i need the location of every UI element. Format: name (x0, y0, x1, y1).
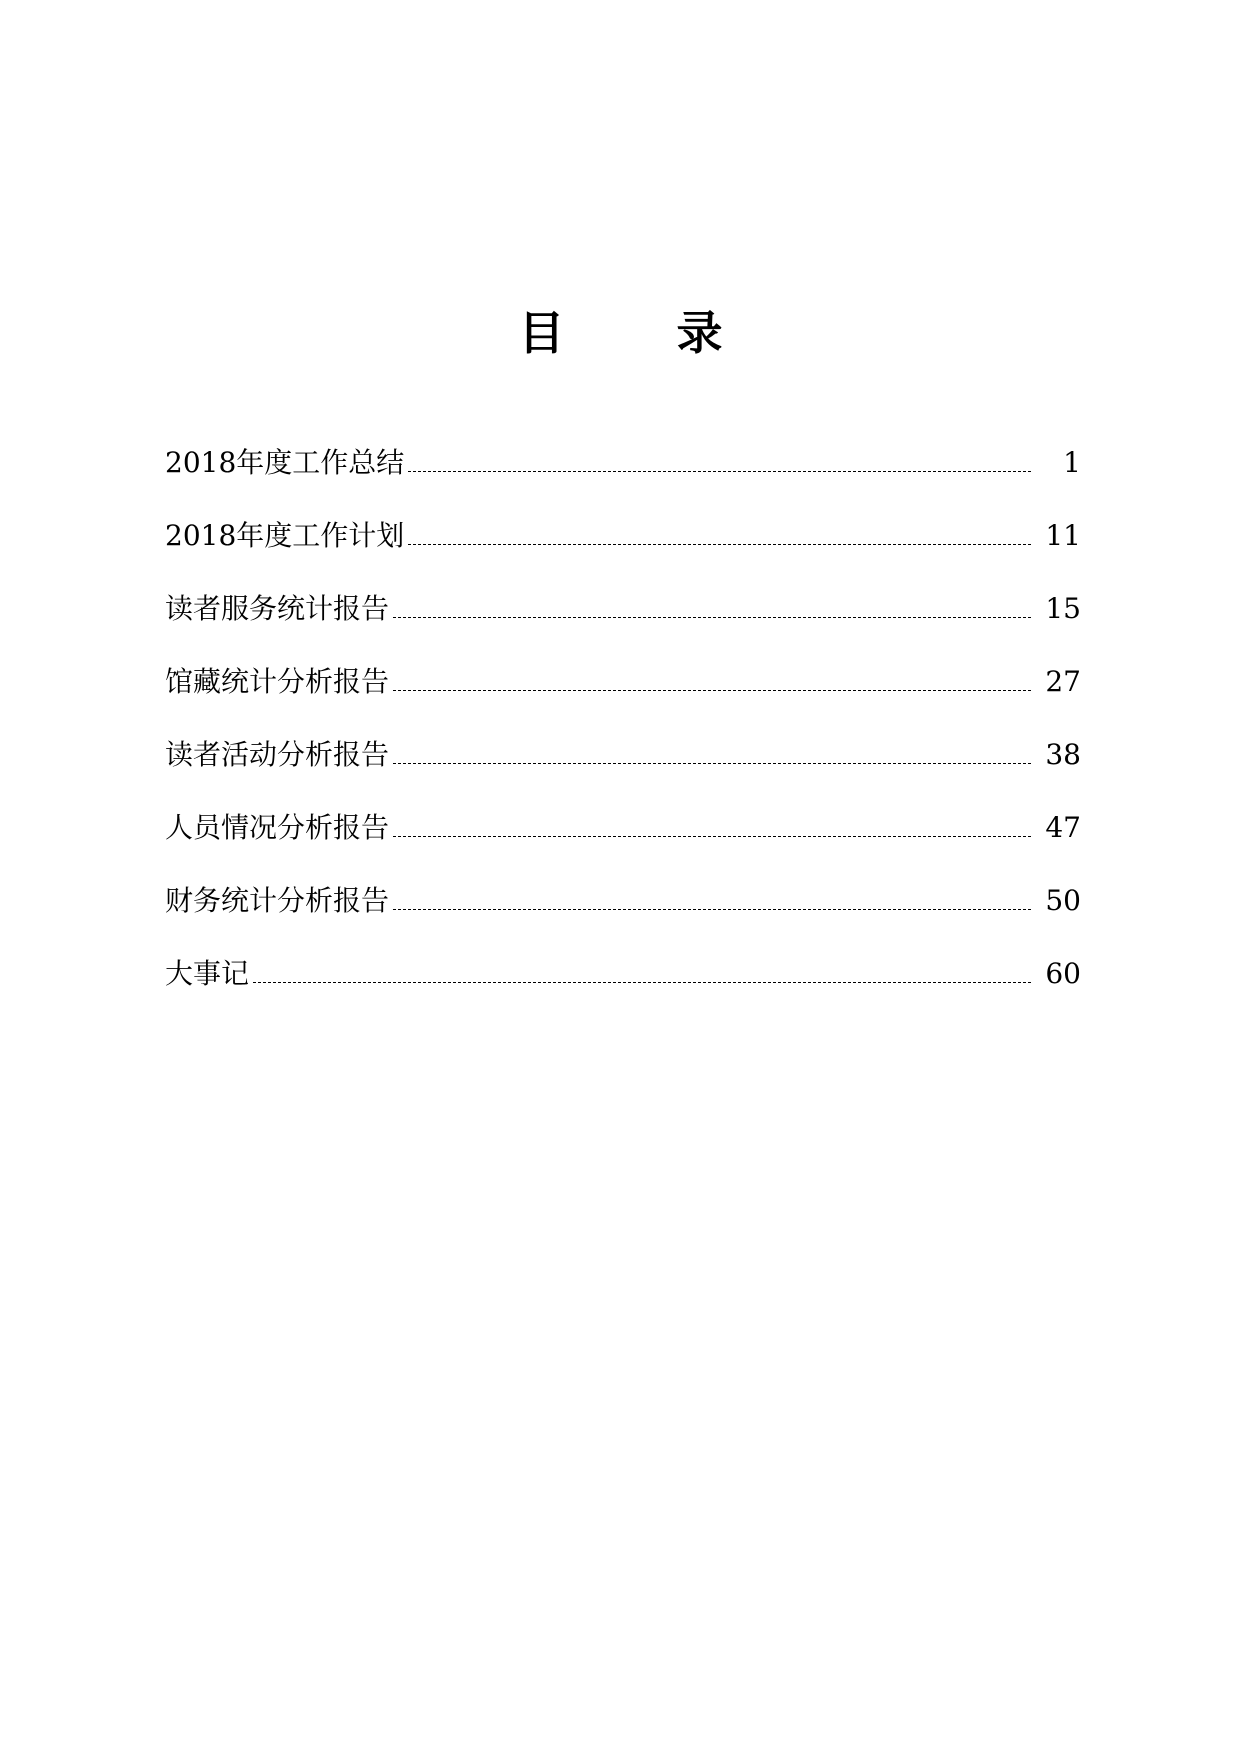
toc-leader-line (393, 617, 1031, 618)
toc-leader-line (253, 982, 1031, 983)
toc-leader-line (393, 763, 1031, 764)
toc-entry-text: 馆藏统计分析报告 (165, 665, 390, 698)
toc-entry-text: 2018年度工作总结 (165, 446, 405, 479)
toc-leader-line (393, 909, 1031, 910)
toc-entry[interactable] (165, 589, 1081, 629)
toc-entry-text: 人员情况分析报告 (165, 811, 390, 844)
toc-entry[interactable] (165, 516, 1081, 556)
toc-entry-text: 财务统计分析报告 (165, 884, 390, 917)
toc-page-number: 27 (1045, 665, 1081, 698)
toc-leader-line (408, 471, 1031, 472)
toc-entry[interactable] (165, 443, 1081, 483)
table-of-contents (165, 443, 1081, 1027)
toc-entry-text: 大事记 (165, 957, 250, 990)
toc-page-number: 38 (1045, 738, 1081, 771)
page-title: 目 录 (518, 305, 771, 360)
toc-entry-text: 读者服务统计报告 (165, 592, 390, 625)
toc-page-number: 1 (1063, 446, 1081, 479)
toc-entry[interactable] (165, 662, 1081, 702)
toc-entry[interactable] (165, 735, 1081, 775)
toc-entry[interactable] (165, 954, 1081, 994)
toc-entry[interactable] (165, 881, 1081, 921)
toc-page-number: 15 (1045, 592, 1081, 625)
toc-page-number: 50 (1045, 884, 1081, 917)
toc-leader-line (408, 544, 1031, 545)
toc-leader-line (393, 836, 1031, 837)
toc-page-number: 47 (1045, 811, 1081, 844)
toc-entry-text: 2018年度工作计划 (165, 519, 405, 552)
toc-leader-line (393, 690, 1031, 691)
toc-entry-text: 读者活动分析报告 (165, 738, 390, 771)
toc-entry[interactable] (165, 808, 1081, 848)
toc-page-number: 60 (1045, 957, 1081, 990)
toc-page-number: 11 (1045, 519, 1081, 552)
